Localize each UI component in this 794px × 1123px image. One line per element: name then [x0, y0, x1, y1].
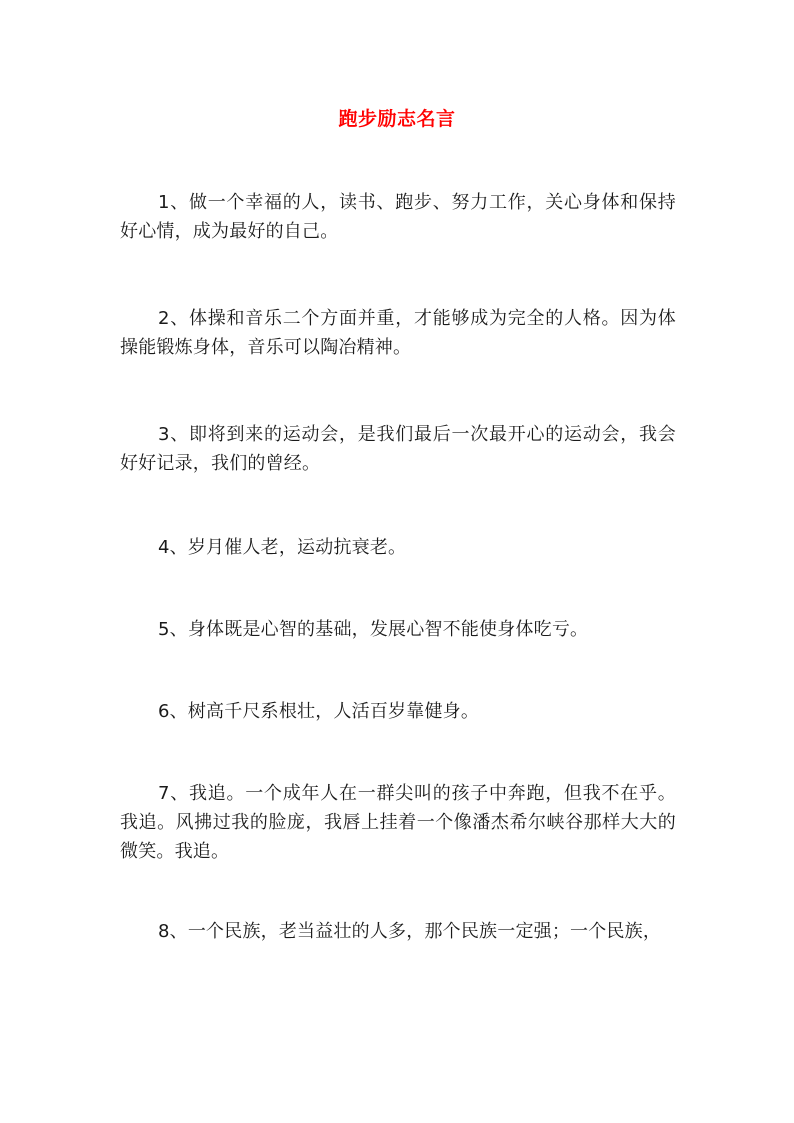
document-body: [120, 188, 676, 988]
quote-paragraph-5: 5、身体既是心智的基础，发展心智不能使身体吃亏。: [158, 619, 589, 640]
quote-paragraph-2: 2、体操和音乐二个方面并重，才能够成为完全的人格。因为体操能锻炼身体，音乐可以陶冶精神。: [120, 308, 676, 358]
quote-paragraph-7: 7、我追。一个成年人在一群尖叫的孩子中奔跑，但我不在乎。我追。风拂过我的脸庞，我唇上挂着一个像潘杰希尔峡谷那样大大的微笑。我追。: [120, 783, 676, 862]
document-title: 跑步励志名言: [338, 108, 456, 130]
quote-paragraph-8: 8、一个民族，老当益壮的人多，那个民族一定强；一个民族，: [158, 921, 662, 942]
quote-paragraph-6: 6、树高千尺系根壮，人活百岁靠健身。: [158, 701, 480, 722]
quote-paragraph-4: 4、岁月催人老，运动抗衰老。: [158, 537, 407, 558]
quote-paragraph-3: 3、即将到来的运动会，是我们最后一次最开心的运动会，我会好好记录，我们的曾经。: [120, 424, 676, 474]
quote-paragraph-1: 1、做一个幸福的人，读书、跑步、努力工作，关心身体和保持好心情，成为最好的自己。: [120, 192, 676, 242]
